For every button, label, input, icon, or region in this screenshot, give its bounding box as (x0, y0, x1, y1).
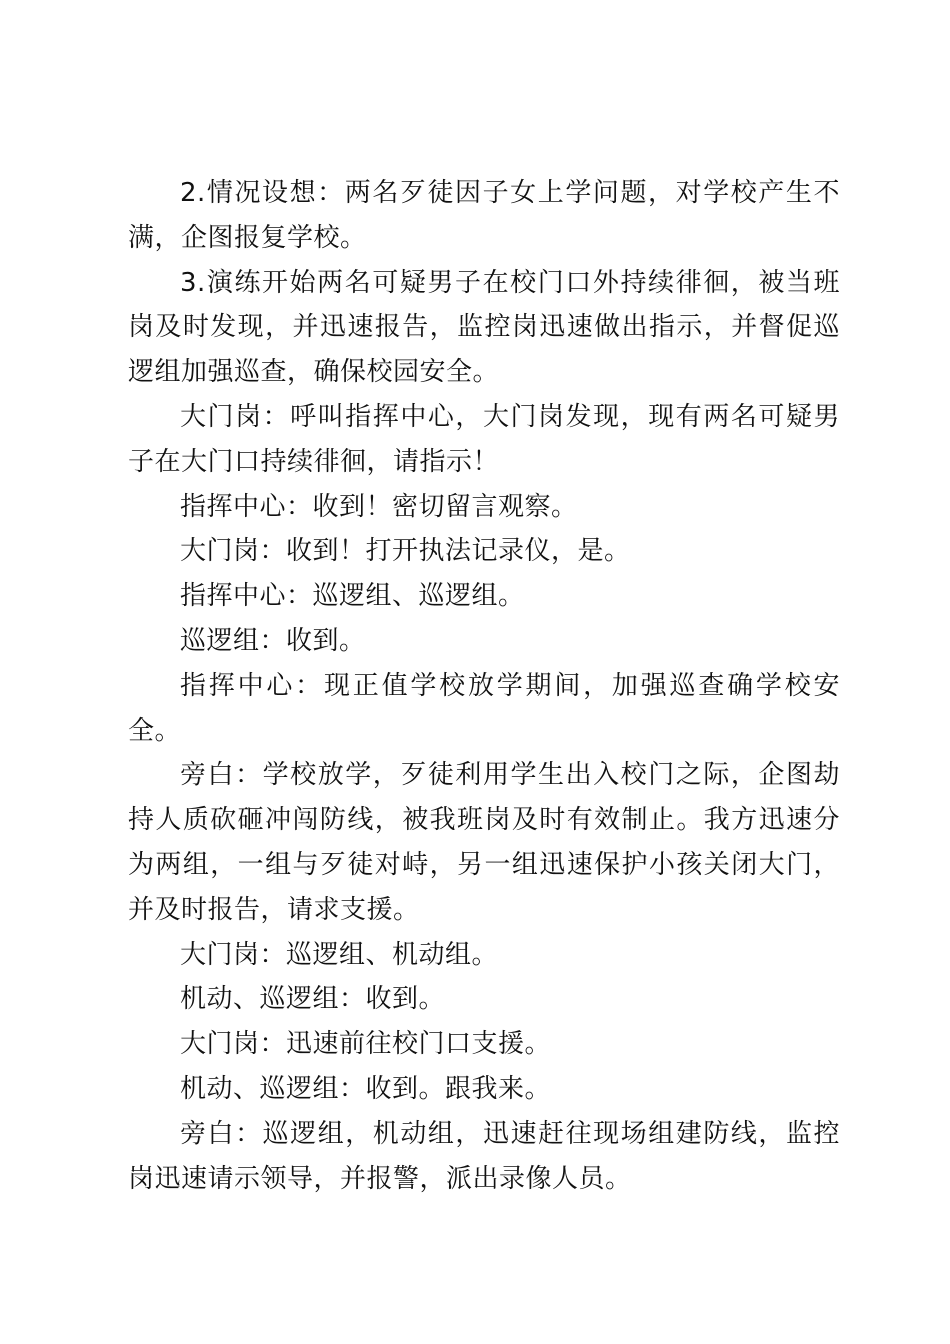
paragraph-dialogue: 大门岗：收到！打开执法记录仪，是。 (180, 536, 631, 567)
paragraph-dialogue: 指挥中心：巡逻组、巡逻组。 (180, 581, 525, 612)
paragraph-dialogue: 巡逻组：收到。 (180, 625, 366, 656)
paragraph-narration: 旁白：巡逻组，机动组，迅速赶往现场组建防线，监控岗迅速请示领导，并报警，派出录像人员。 (128, 1118, 840, 1194)
paragraph-dialogue: 机动、巡逻组：收到。跟我来。 (180, 1073, 552, 1104)
paragraph-drill-start: 3.演练开始两名可疑男子在校门口外持续徘徊，被当班岗及时发现，并迅速报告，监控岗迅速做出指示，并督促巡逻组加强巡查，确保校园安全。 (128, 267, 840, 388)
paragraph-dialogue: 指挥中心：收到！密切留言观察。 (180, 491, 578, 522)
paragraph-dialogue: 大门岗：呼叫指挥中心，大门岗发现，现有两名可疑男子在大门口持续徘徊，请指示！ (128, 401, 840, 477)
paragraph-dialogue: 大门岗：迅速前往校门口支援。 (180, 1029, 552, 1060)
document-body (128, 171, 840, 1201)
paragraph-narration: 旁白：学校放学，歹徒利用学生出入校门之际，企图劫持人质砍砸冲闯防线，被我班岗及时有效制止。我方迅速分为两组，一组与歹徒对峙，另一组迅速保护小孩关闭大门，并及时报告，请求支援。 (128, 760, 840, 925)
paragraph-dialogue: 大门岗：巡逻组、机动组。 (180, 939, 499, 970)
paragraph-scenario: 2.情况设想：两名歹徒因子女上学问题，对学校产生不满，企图报复学校。 (128, 178, 840, 253)
paragraph-dialogue: 指挥中心：现正值学校放学期间，加强巡查确学校安全。 (128, 670, 840, 746)
paragraph-dialogue: 机动、巡逻组：收到。 (180, 984, 446, 1015)
